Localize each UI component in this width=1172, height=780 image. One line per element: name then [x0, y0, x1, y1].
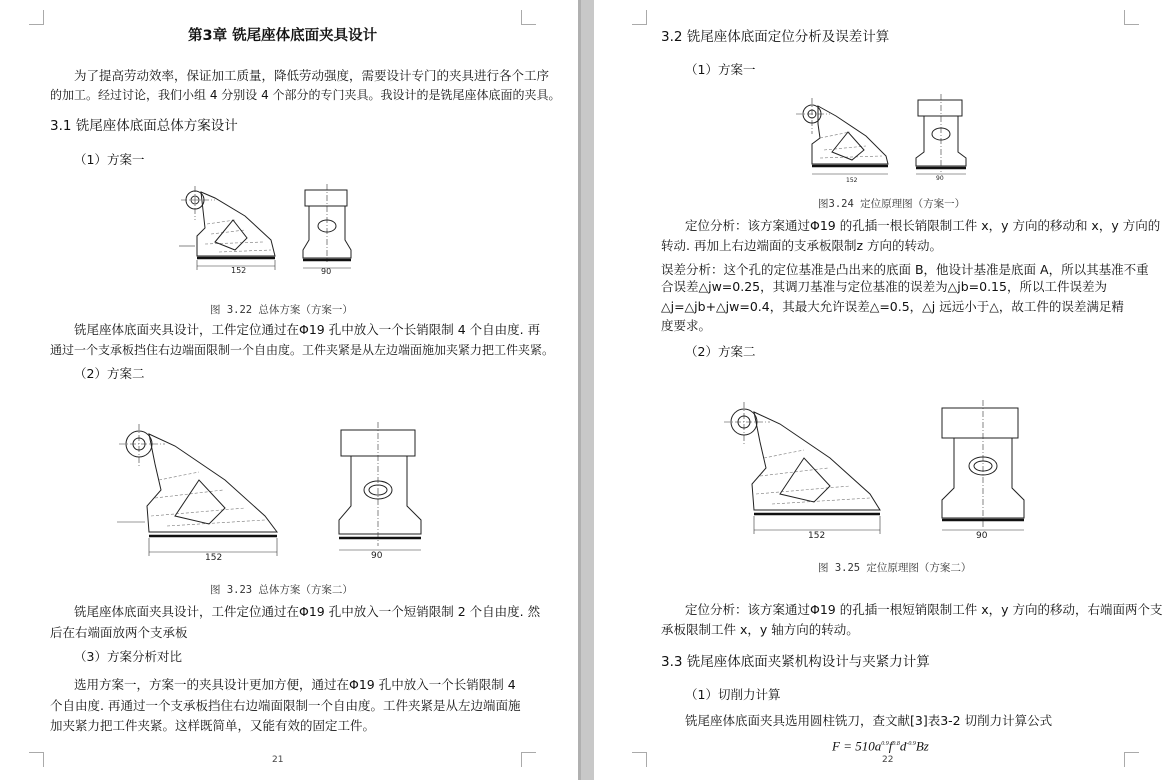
- scheme-2-label: （2）方案二: [74, 366, 145, 381]
- scheme-2-desc-line-2: 后在右端面放两个支承板: [50, 625, 188, 640]
- formula-f: f: [888, 738, 893, 754]
- compare-desc-line-3: 加夹紧力把工件夹紧。这样既简单，又能有效的固定工件。: [50, 718, 376, 733]
- formula-exp-a: 0.9: [881, 741, 889, 747]
- error-line-4: 度要求。: [661, 318, 712, 333]
- intro-line-1: 为了提高劳动效率，保证加工质量，降低劳动强度，需要设计专门的夹具进行各个工序: [74, 68, 550, 83]
- fig24-dim-length: 152: [846, 177, 858, 184]
- formula-main: F = 510a: [832, 738, 882, 754]
- scheme-2-desc-line-1: 铣尾座体底面夹具设计，工件定位通过在Φ19 孔中放入一个短销限制 2 个自由度. 然: [74, 604, 541, 619]
- formula-d: d: [899, 738, 907, 754]
- compare-desc-line-2: 个自由度. 再通过一个支承板挡住右边端面限制一个自由度。工件夹紧是从左边端面施: [50, 698, 521, 713]
- locate-2-line-1: 定位分析：该方案通过Φ19 的孔插一根短销限制工件 x，y 方向的移动，右端面两个支: [685, 602, 1163, 617]
- scheme-1-label: （1）方案一: [685, 62, 756, 77]
- fig25-dim-width: 90: [976, 531, 988, 541]
- scheme-1-desc-line-2: 通过一个支承板挡住右边端面限制一个自由度。工件夹紧是从左边端面施加夹紧力把工件夹紧。: [50, 343, 555, 357]
- figure-3-22-drawing: [175, 180, 355, 280]
- fig22-dim-length: 152: [231, 266, 247, 275]
- error-line-3: △j=△jb+△jw=0.4，其最大允许误差△=0.5，△j 远远小于△，故工件的误差满足精: [661, 299, 1124, 314]
- figure-3-25-caption: 图 3.25 定位原理图（方案二）: [818, 562, 972, 574]
- right-page: [594, 0, 1172, 780]
- crop-mark: [1124, 752, 1139, 767]
- chapter-title: 第3章 铣尾座体底面夹具设计: [188, 28, 378, 44]
- crop-mark: [29, 752, 44, 767]
- formula-exp-d: -0.9: [906, 741, 916, 747]
- page-number: 22: [882, 755, 894, 765]
- fig24-dim-width: 90: [936, 175, 944, 182]
- section-3-1-heading: 3.1 铣尾座体底面总体方案设计: [50, 118, 238, 134]
- locate-1-line-2: 转动. 再加上右边端面的支承板限制z 方向的转动。: [661, 238, 942, 253]
- crop-mark: [1124, 10, 1139, 25]
- cutting-force-formula: [832, 734, 929, 756]
- compare-desc-line-1: 选用方案一，方案一的夹具设计更加方便，通过在Φ19 孔中放入一个长销限制 4: [74, 677, 516, 692]
- crop-mark: [632, 752, 647, 767]
- scheme-1-label: （1）方案一: [74, 152, 145, 167]
- fig25-dim-length: 152: [808, 531, 826, 541]
- figure-3-23-drawing: [115, 420, 435, 570]
- fig22-dim-width: 90: [321, 267, 332, 276]
- cut-force-desc: 铣尾座体底面夹具选用圆柱铣刀，查文献[3]表3-2 切削力计算公式: [685, 713, 1053, 728]
- fig23-dim-width: 90: [371, 551, 383, 561]
- page-gutter: [578, 0, 594, 780]
- scheme-1-desc-line-1: 铣尾座体底面夹具设计，工件定位通过在Φ19 孔中放入一个长销限制 4 个自由度. 再: [74, 322, 541, 337]
- figure-3-23-caption: 图 3.23 总体方案（方案二）: [210, 584, 353, 596]
- figure-3-24-caption: 图3.24 定位原理图（方案一）: [818, 198, 966, 210]
- figure-3-25-drawing: [720, 400, 1040, 548]
- section-3-3-heading: 3.3 铣尾座体底面夹紧机构设计与夹紧力计算: [661, 654, 930, 670]
- fig23-dim-length: 152: [205, 553, 223, 563]
- intro-line-2: 的加工。经过讨论，我们小组 4 分别设 4 个部分的专门夹具。我设计的是铣尾座体底面的夹具。: [50, 88, 561, 102]
- compare-label: （3）方案分析对比: [74, 649, 182, 664]
- error-line-2: 合误差△jw=0.25，其调刀基准与定位基准的误差为△jb=0.15，所以工件误差为: [661, 279, 1107, 294]
- crop-mark: [29, 10, 44, 25]
- figure-3-22-caption: 图 3.22 总体方案（方案一）: [210, 304, 353, 316]
- scheme-2-label: （2）方案二: [685, 344, 756, 359]
- formula-exp-f: 0.8: [892, 741, 900, 747]
- left-page: [0, 0, 578, 780]
- cut-force-label: （1）切削力计算: [685, 687, 781, 702]
- locate-2-line-2: 承板限制工件 x，y 轴方向的转动。: [661, 622, 859, 637]
- locate-1-line-1: 定位分析：该方案通过Φ19 的孔插一根长销限制工件 x，y 方向的移动和 x，y 方向的: [685, 218, 1161, 233]
- section-3-2-heading: 3.2 铣尾座体底面定位分析及误差计算: [661, 29, 890, 45]
- formula-tail: Bz: [915, 738, 929, 754]
- crop-mark: [632, 10, 647, 25]
- crop-mark: [521, 752, 536, 767]
- crop-mark: [521, 10, 536, 25]
- figure-3-24-drawing: [790, 94, 970, 189]
- error-line-1: 误差分析：这个孔的定位基准是凸出来的底面 B，他设计基准是底面 A，所以其基准不重: [661, 262, 1149, 277]
- page-number: 21: [272, 755, 284, 765]
